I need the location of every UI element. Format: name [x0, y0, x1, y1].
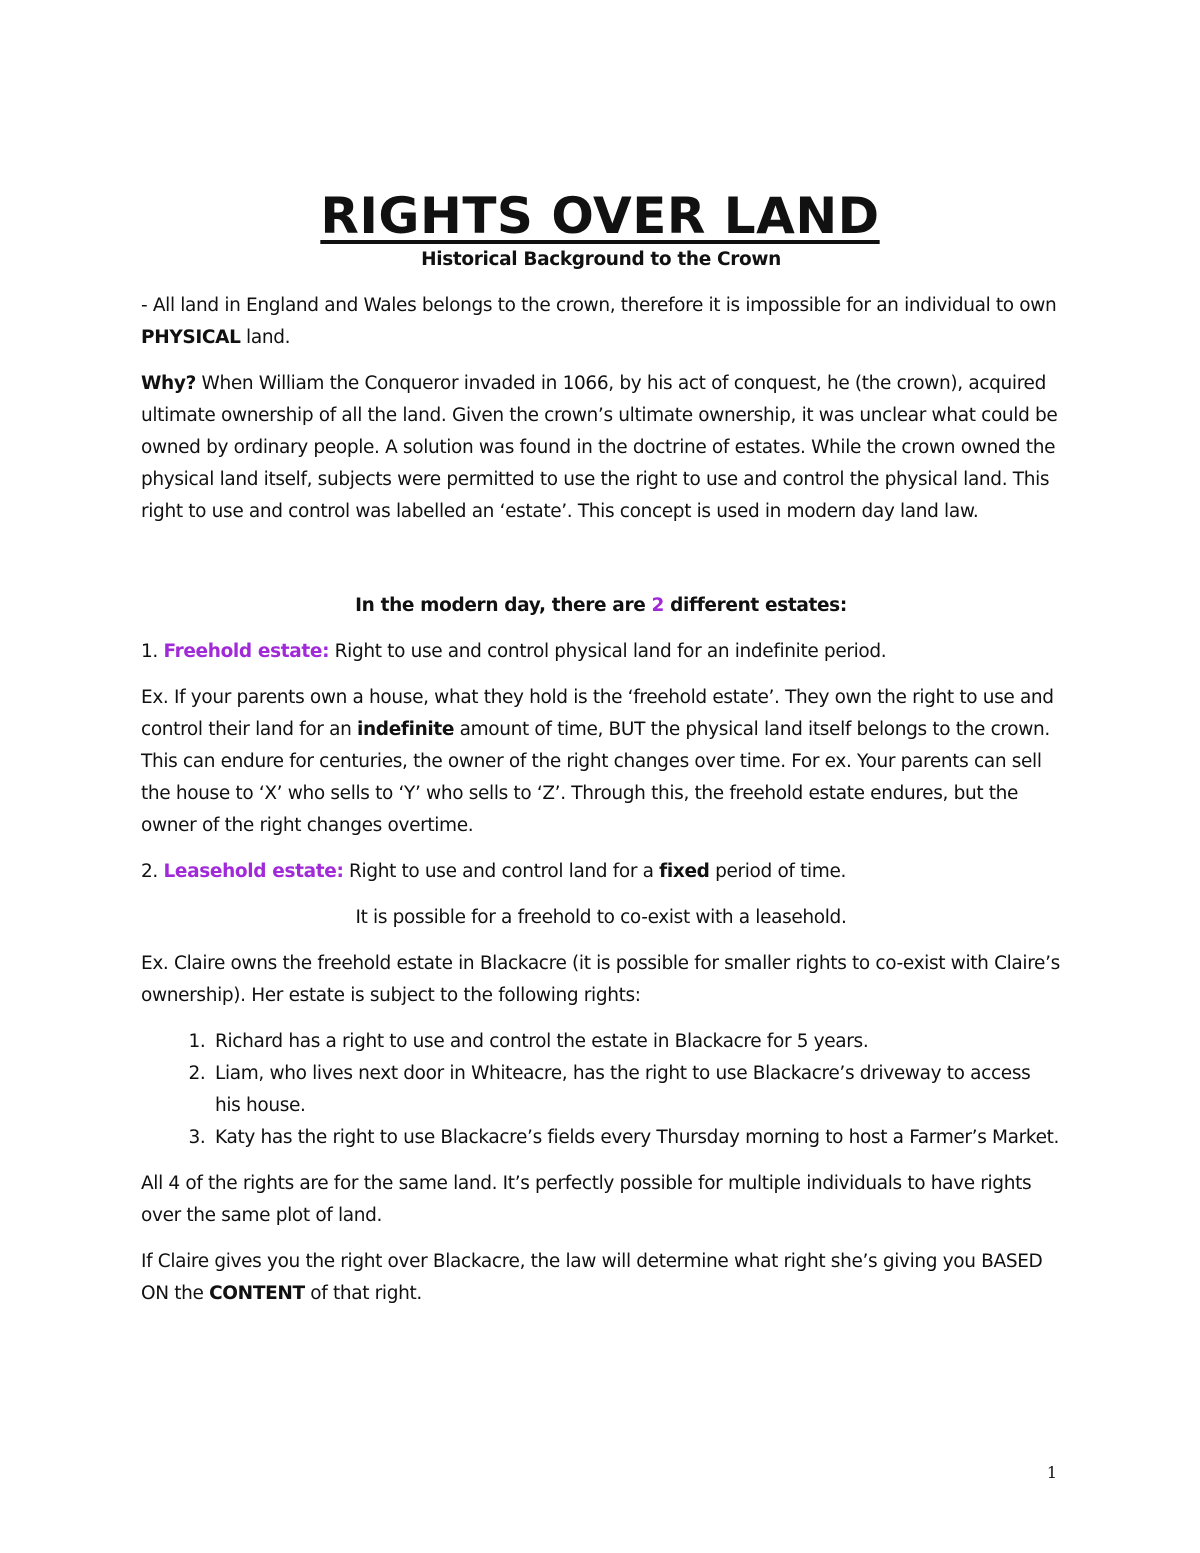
document-body	[141, 244, 1061, 1310]
claire-example: Ex. Claire owns the freehold estate in Blackacre (it is possible for smaller rights to co-exist with Claire’s ownership). Her estate is subject to the following rights:	[141, 953, 1060, 1006]
closing-emphasis: CONTENT	[209, 1283, 305, 1304]
freehold-example-text: Ex. If your parents own a house, what they hold is the ‘freehold estate’. They own the right to use and control their land for an	[141, 687, 1054, 740]
leasehold-text-end: period of time.	[709, 861, 847, 882]
coexist-note: It is possible for a freehold to co-exist with a leasehold.	[355, 907, 847, 928]
leasehold-text: Right to use and control land for a	[343, 861, 660, 882]
closing-text-end: of that right.	[304, 1283, 422, 1304]
why-label: Why?	[141, 373, 196, 394]
freehold-example-end: amount of time, BUT the physical land itself belongs to the crown. This can endure for centuries, the owner of the right changes over time. For ex. Your parents can sell the house to ‘X’ who sells to ‘Y’ who sells to ‘Z’. Through this, the freehold estate endures, but the owner of the right changes overtime.	[141, 719, 1050, 836]
why-paragraph	[141, 368, 1061, 528]
intro-text-end: land.	[240, 327, 291, 348]
estates-heading-text: In the modern day, there are	[355, 595, 652, 616]
freehold-example-emphasis: indefinite	[356, 719, 455, 740]
freehold-text: Right to use and control physical land for an indefinite period.	[329, 641, 887, 662]
closing-text: If Claire gives you the right over Blackacre, the law will determine what right she’s giving you BASED ON the	[141, 1251, 1043, 1304]
all-rights-paragraph: All 4 of the rights are for the same land. It’s perfectly possible for multiple individuals to have rights over the same plot of land.	[141, 1173, 1032, 1226]
closing-paragraph	[141, 1246, 1061, 1310]
intro-emphasis: PHYSICAL	[141, 327, 241, 348]
list-item: 1. Richard has a right to use and control the estate in Blackacre for 5 years.	[211, 1026, 1061, 1058]
section-heading: Historical Background to the Crown	[421, 249, 781, 270]
leasehold-number: 2.	[141, 861, 164, 882]
estates-count: 2	[651, 595, 665, 616]
freehold-label: Freehold estate:	[163, 641, 330, 662]
freehold-number: 1.	[141, 641, 164, 662]
rights-list	[141, 1026, 1061, 1154]
why-text: When William the Conqueror invaded in 1066, by his act of conquest, he (the crown), acquired ultimate ownership of all the land. Given the crown’s ultimate ownership, it was unclear what could be owned by ordinary people. A solution was found in the doctrine of estates. While the crown owned the physical land itself, subjects were permitted to use the right to use and control the physical land. This right to use and control was labelled an ‘estate’. This concept is used in modern day land law.	[141, 373, 1058, 522]
freehold-definition	[141, 636, 1061, 668]
freehold-example	[141, 682, 1061, 842]
page-number: 1	[1046, 1463, 1057, 1482]
list-item: 3. Katy has the right to use Blackacre’s fields every Thursday morning to host a Farmer’s Market.	[211, 1122, 1061, 1154]
estates-heading-end: different estates:	[664, 595, 847, 616]
leasehold-label: Leasehold estate:	[163, 861, 344, 882]
estates-heading	[141, 590, 1061, 622]
leasehold-definition	[141, 856, 1061, 888]
list-item: 2. Liam, who lives next door in Whiteacre, has the right to use Blackacre’s driveway to access his house.	[211, 1058, 1061, 1122]
leasehold-emphasis: fixed	[659, 861, 710, 882]
page-title: RIGHTS OVER LAND	[320, 186, 880, 245]
intro-paragraph	[141, 290, 1061, 354]
intro-text: - All land in England and Wales belongs to the crown, therefore it is impossible for an individual to own	[141, 295, 1057, 316]
